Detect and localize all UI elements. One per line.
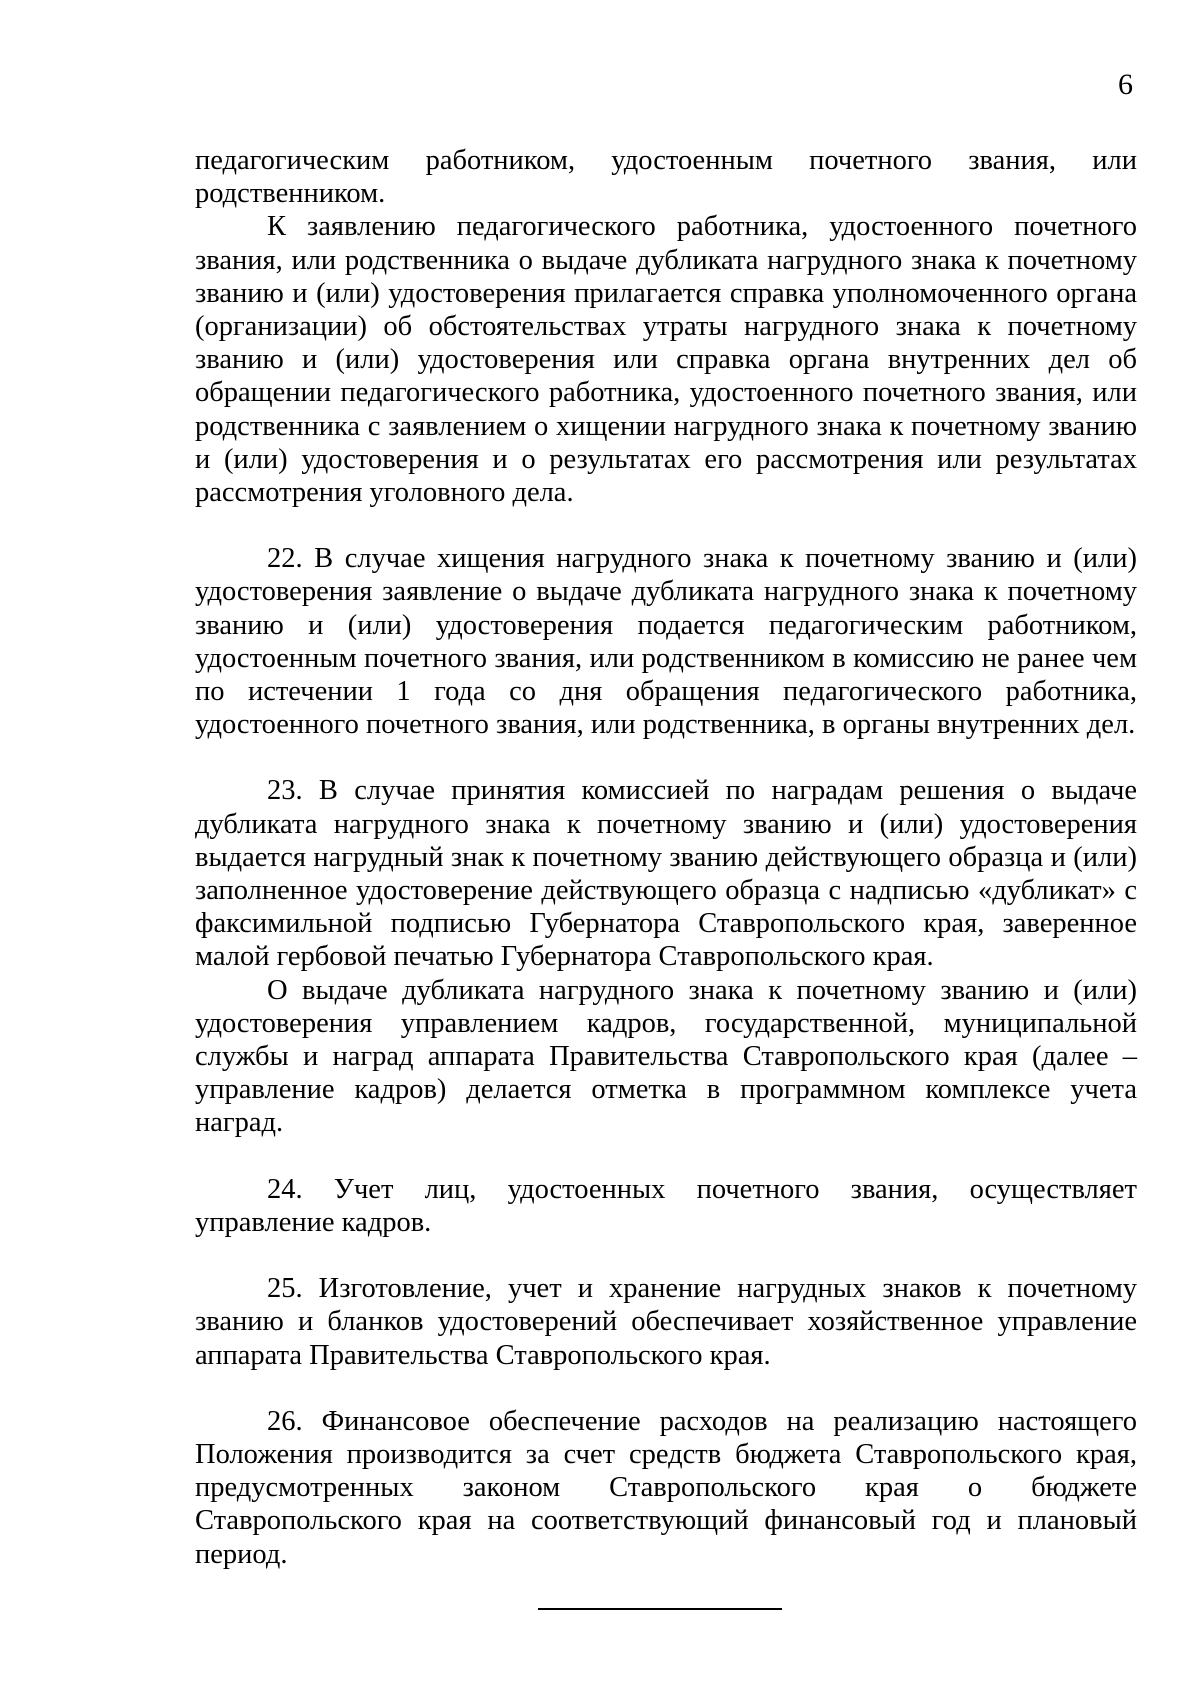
paragraph-item-22: 22. В случае хищения нагрудного знака к почетному званию и (или) удостоверения заявление о выдаче дубликата нагрудного знака к почетному званию и (или) удостоверения подается педагогическим работником, удостоенным почетного звания, или родственником в комиссию не ранее чем по истечении 1 года со дня обращения педагогического работника, удостоенного почетного звания, или родственника, в органы внутренних дел. <box>195 543 1137 741</box>
paragraph-continuation: педагогическим работником, удостоенным почетного звания, или родственником. <box>195 145 1137 210</box>
paragraph-item-26: 26. Финансовое обеспечение расходов на реализацию настоящего Положения производится за счет средств бюджета Ставропольского края, предусмотренных законом Ставропольского края о бюджете Ставропольского края на соответствующий финансовый год и плановый период. <box>195 1405 1137 1570</box>
paragraph-item-24: 24. Учет лиц, удостоенных почетного звания, осуществляет управление кадров. <box>195 1173 1137 1238</box>
paragraph-item-23-note: О выдаче дубликата нагрудного знака к почетному званию и (или) удостоверения управлением кадров, государственной, муниципальной службы и наград аппарата Правительства Ставропольского края (далее – управление кадров) делается отметка в программном комплексе учета наград. <box>195 974 1137 1139</box>
end-of-document-rule <box>538 1608 782 1610</box>
paragraph-attachments: К заявлению педагогического работника, удостоенного почетного звания, или родственника о выдаче дубликата нагрудного знака к почетному званию и (или) удостоверения прилагается справка уполномоченного органа (организации) об обстоятельствах утраты нагрудного знака к почетному званию и (или) удостоверения или справка органа внутренних дел об обращении педагогического работника, удостоенного почетного звания, или родственника с заявлением о хищении нагрудного знака к почетному званию и (или) удостоверения и о результатах его рассмотрения или результатах рассмотрения уголовного дела. <box>195 211 1137 509</box>
paragraph-item-23: 23. В случае принятия комиссией по наградам решения о выдаче дубликата нагрудного знака к почетному званию и (или) удостоверения выдается нагрудный знак к почетному званию действующего образца и (или) заполненное удостоверение действующего образца с надписью «дубликат» с факсимильной подписью Губернатора Ставропольского края, заверенное малой гербовой печатью Губернатора Ставропольского края. <box>195 775 1137 973</box>
paragraph-item-25: 25. Изготовление, учет и хранение нагрудных знаков к почетному званию и бланков удостоверений обеспечивает хозяйственное управление аппарата Правительства Ставропольского края. <box>195 1273 1137 1371</box>
page-number: 6 <box>1118 68 1133 101</box>
document-body <box>195 144 1137 1571</box>
